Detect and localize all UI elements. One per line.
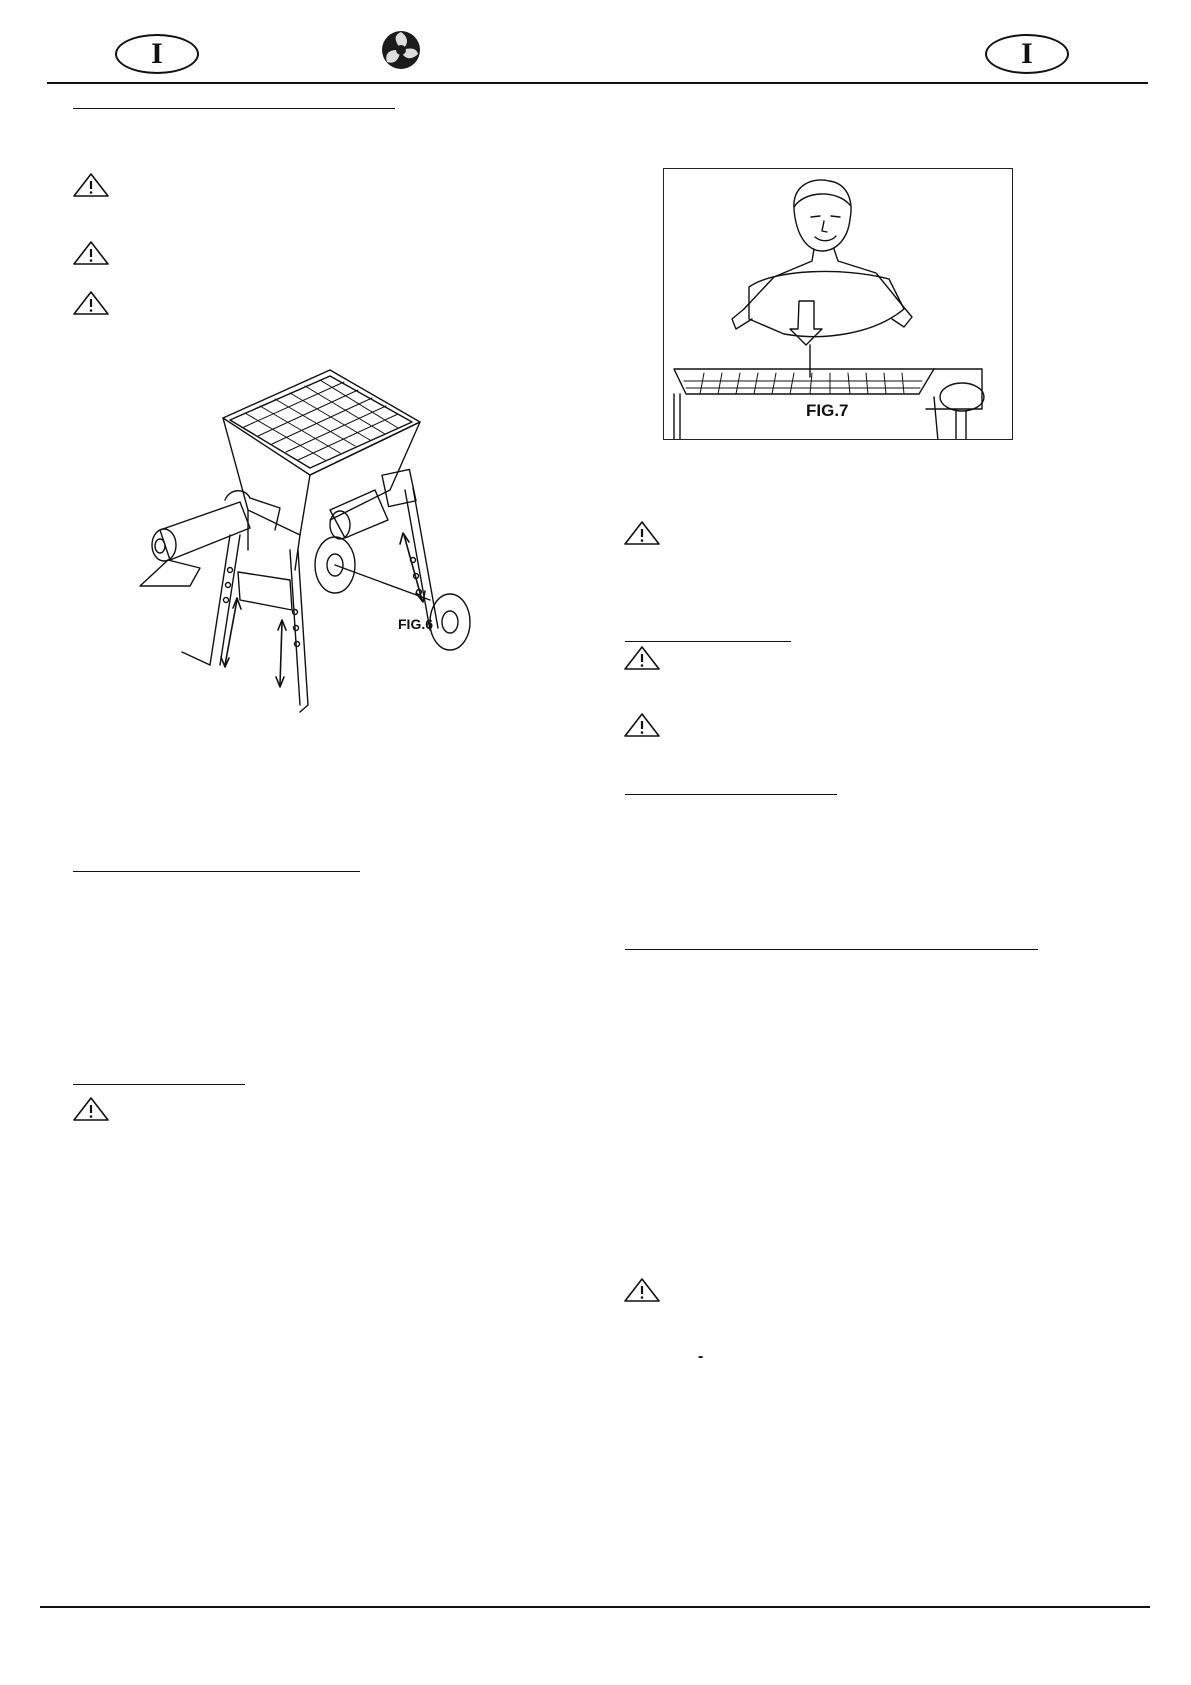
section-heading-rule (625, 641, 791, 642)
section-heading-rule (73, 871, 360, 872)
figure-6-label: FIG.6 (398, 616, 434, 632)
warning-icon (623, 645, 661, 671)
language-badge-left: I (115, 34, 199, 74)
section-heading-rule (73, 108, 395, 109)
language-badge-right: I (985, 34, 1069, 74)
dash-mark: - (698, 1348, 704, 1365)
warning-icon (72, 1096, 110, 1122)
warning-icon (72, 240, 110, 266)
warning-icon (623, 520, 661, 546)
figure-7-frame (663, 168, 1013, 440)
footer-rule (40, 1606, 1150, 1608)
warning-icon (72, 290, 110, 316)
figure-6-machine-drawing (130, 360, 480, 720)
header-rule (47, 82, 1148, 84)
section-heading-rule (625, 949, 1038, 950)
brand-logo (378, 28, 424, 72)
figure-7-label: FIG.7 (806, 401, 849, 420)
warning-icon (623, 712, 661, 738)
warning-icon (72, 172, 110, 198)
section-heading-rule (73, 1084, 245, 1085)
section-heading-rule (625, 794, 837, 795)
warning-icon (623, 1277, 661, 1303)
figure-7-drawing (664, 169, 1013, 440)
